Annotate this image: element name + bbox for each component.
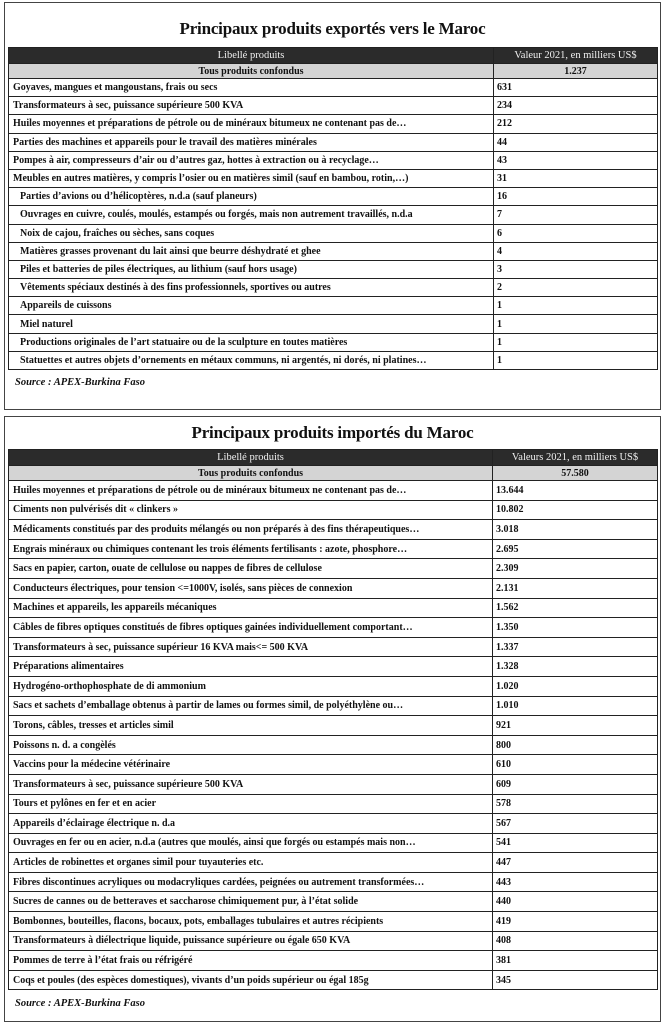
table-row (9, 970, 658, 990)
table-row (9, 242, 658, 260)
product-value: 1.562 (493, 598, 658, 618)
product-label: Tours et pylônes en fer et en acier (9, 794, 493, 814)
product-value: 443 (493, 872, 658, 892)
product-value: 3 (494, 260, 658, 278)
product-value: 31 (494, 169, 658, 187)
product-value: 13.644 (493, 481, 658, 501)
product-label: Hydrogéno-orthophosphate de di ammonium (9, 676, 493, 696)
product-value: 2.695 (493, 539, 658, 559)
product-label: Transformateurs à sec, puissance supérieure 500 KVA (9, 774, 493, 794)
product-value: 16 (494, 188, 658, 206)
product-label: Sacs et sachets d’emballage obtenus à partir de lames ou formes simil, de polyéthylène ou… (9, 696, 493, 716)
product-value: 3.018 (493, 520, 658, 540)
imports-col-value-header: Valeurs 2021, en milliers US$ (493, 450, 658, 466)
table-row (9, 814, 658, 834)
table-row (9, 333, 658, 351)
product-label: Pompes à air, compresseurs d’air ou d’autres gaz, hottes à extraction ou à recyclage… (9, 151, 494, 169)
imports-total-label: Tous produits confondus (9, 466, 493, 481)
product-label: Ciments non pulvérisés dit « clinkers » (9, 500, 493, 520)
product-value: 43 (494, 151, 658, 169)
exports-panel (4, 2, 661, 410)
product-value: 1.350 (493, 618, 658, 638)
table-row (9, 224, 658, 242)
product-value: 4 (494, 242, 658, 260)
product-label: Sacs en papier, carton, ouate de cellulose ou nappes de fibres de cellulose (9, 559, 493, 579)
table-row (9, 351, 658, 369)
product-label: Meubles en autres matières, y compris l’osier ou en matières simil (sauf en bambou, rotin,…) (9, 169, 494, 187)
imports-panel (4, 416, 661, 1022)
table-row (9, 539, 658, 559)
exports-total-value: 1.237 (494, 64, 658, 79)
product-value: 10.802 (493, 500, 658, 520)
product-label: Médicaments constitués par des produits mélangés ou non préparés à des fins thérapeutiques… (9, 520, 493, 540)
product-label: Engrais minéraux ou chimiques contenant les trois éléments fertilisants : azote, phosphore… (9, 539, 493, 559)
table-row (9, 578, 658, 598)
table-row (9, 696, 658, 716)
table-row (9, 279, 658, 297)
product-label: Huiles moyennes et préparations de pétrole ou de minéraux bitumeux ne contenant pas de… (9, 481, 493, 501)
product-label: Piles et batteries de piles électriques, au lithium (sauf hors usage) (9, 260, 494, 278)
product-label: Conducteurs électriques, pour tension <=1000V, isolés, sans pièces de connexion (9, 578, 493, 598)
product-value: 6 (494, 224, 658, 242)
table-row (9, 481, 658, 501)
product-value: 1 (494, 297, 658, 315)
product-label: Articles de robinettes et organes simil pour tuyauteries etc. (9, 853, 493, 873)
exports-header-row (9, 48, 658, 64)
product-value: 631 (494, 79, 658, 97)
table-row (9, 260, 658, 278)
product-value: 609 (493, 774, 658, 794)
table-row (9, 657, 658, 677)
product-label: Statuettes et autres objets d’ornements en métaux communs, ni argentés, ni dorés, ni platines… (9, 351, 494, 369)
product-value: 447 (493, 853, 658, 873)
product-value: 1.020 (493, 676, 658, 696)
product-label: Appareils de cuissons (9, 297, 494, 315)
exports-total-label: Tous produits confondus (9, 64, 494, 79)
product-value: 44 (494, 133, 658, 151)
exports-title: Principaux produits exportés vers le Maroc (179, 19, 486, 38)
product-label: Pommes de terre à l’état frais ou réfrigéré (9, 951, 493, 971)
product-label: Sucres de cannes ou de betteraves et saccharose chimiquement pur, à l’état solide (9, 892, 493, 912)
product-label: Bombonnes, bouteilles, flacons, bocaux, pots, emballages tubulaires et autres récipients (9, 912, 493, 932)
table-row (9, 598, 658, 618)
product-label: Vêtements spéciaux destinés à des fins professionnels, sportives ou autres (9, 279, 494, 297)
product-value: 800 (493, 735, 658, 755)
product-value: 345 (493, 970, 658, 990)
table-row (9, 676, 658, 696)
product-value: 541 (493, 833, 658, 853)
exports-col-label-header: Libellé produits (9, 48, 494, 64)
product-label: Parties d’avions ou d’hélicoptères, n.d.a (sauf planeurs) (9, 188, 494, 206)
product-label: Poissons n. d. a congèlés (9, 735, 493, 755)
product-label: Matières grasses provenant du lait ainsi que beurre déshydraté et ghee (9, 242, 494, 260)
product-label: Torons, câbles, tresses et articles simil (9, 716, 493, 736)
product-label: Ouvrages en fer ou en acier, n.d.a (autres que moulés, ainsi que forgés ou estampés mais non… (9, 833, 493, 853)
product-label: Huiles moyennes et préparations de pétrole ou de minéraux bitumeux ne contenant pas de… (9, 115, 494, 133)
product-label: Transformateurs à diélectrique liquide, puissance supérieure ou égale 650 KVA (9, 931, 493, 951)
product-label: Noix de cajou, fraîches ou sèches, sans coques (9, 224, 494, 242)
table-row (9, 735, 658, 755)
table-row (9, 500, 658, 520)
imports-total-value: 57.580 (493, 466, 658, 481)
product-label: Coqs et poules (des espèces domestiques), vivants d’un poids supérieur ou égal 185g (9, 970, 493, 990)
imports-table (8, 449, 658, 990)
product-value: 212 (494, 115, 658, 133)
product-value: 381 (493, 951, 658, 971)
imports-col-label-header: Libellé produits (9, 450, 493, 466)
table-row (9, 151, 658, 169)
imports-header-row (9, 450, 658, 466)
table-row (9, 206, 658, 224)
table-row (9, 774, 658, 794)
product-value: 921 (493, 716, 658, 736)
table-row (9, 931, 658, 951)
table-row (9, 79, 658, 97)
table-row (9, 794, 658, 814)
product-value: 2 (494, 279, 658, 297)
table-row (9, 97, 658, 115)
product-value: 234 (494, 97, 658, 115)
exports-col-value-header: Valeur 2021, en milliers US$ (494, 48, 658, 64)
product-label: Fibres discontinues acryliques ou modacryliques cardées, peignées ou autrement transformées… (9, 872, 493, 892)
product-label: Transformateurs à sec, puissance supérieur 16 KVA mais<= 500 KVA (9, 637, 493, 657)
product-value: 1 (494, 351, 658, 369)
product-label: Câbles de fibres optiques constitués de fibres optiques gainées individuellement comportant… (9, 618, 493, 638)
product-label: Productions originales de l’art statuaire ou de la sculpture en toutes matières (9, 333, 494, 351)
table-row (9, 315, 658, 333)
table-row (9, 169, 658, 187)
product-value: 408 (493, 931, 658, 951)
table-row (9, 133, 658, 151)
product-value: 1 (494, 315, 658, 333)
table-row (9, 755, 658, 775)
table-row (9, 912, 658, 932)
product-label: Transformateurs à sec, puissance supérieure 500 KVA (9, 97, 494, 115)
table-row (9, 833, 658, 853)
table-row (9, 559, 658, 579)
imports-title: Principaux produits importés du Maroc (191, 423, 474, 442)
product-value: 578 (493, 794, 658, 814)
table-row (9, 716, 658, 736)
table-row (9, 188, 658, 206)
table-row (9, 872, 658, 892)
product-value: 2.309 (493, 559, 658, 579)
product-value: 610 (493, 755, 658, 775)
table-row (9, 115, 658, 133)
product-label: Préparations alimentaires (9, 657, 493, 677)
product-value: 1.010 (493, 696, 658, 716)
product-value: 567 (493, 814, 658, 834)
product-label: Miel naturel (9, 315, 494, 333)
table-row (9, 951, 658, 971)
product-value: 440 (493, 892, 658, 912)
product-label: Goyaves, mangues et mangoustans, frais ou secs (9, 79, 494, 97)
exports-table (8, 47, 658, 370)
imports-source: Source : APEX-Burkina Faso (15, 998, 146, 1010)
product-value: 1.328 (493, 657, 658, 677)
table-row (9, 637, 658, 657)
product-value: 419 (493, 912, 658, 932)
product-label: Machines et appareils, les appareils mécaniques (9, 598, 493, 618)
table-row (9, 853, 658, 873)
product-value: 1.337 (493, 637, 658, 657)
product-value: 2.131 (493, 578, 658, 598)
product-label: Ouvrages en cuivre, coulés, moulés, estampés ou forgés, mais non autrement travaillés, n.d.a (9, 206, 494, 224)
product-label: Appareils d’éclairage électrique n. d.a (9, 814, 493, 834)
table-row (9, 520, 658, 540)
product-value: 7 (494, 206, 658, 224)
exports-total-row (9, 64, 658, 79)
product-value: 1 (494, 333, 658, 351)
table-row (9, 618, 658, 638)
table-row (9, 297, 658, 315)
exports-source: Source : APEX-Burkina Faso (15, 377, 146, 388)
product-label: Vaccins pour la médecine vétérinaire (9, 755, 493, 775)
imports-total-row (9, 466, 658, 481)
table-row (9, 892, 658, 912)
product-label: Parties des machines et appareils pour le travail des matières minérales (9, 133, 494, 151)
